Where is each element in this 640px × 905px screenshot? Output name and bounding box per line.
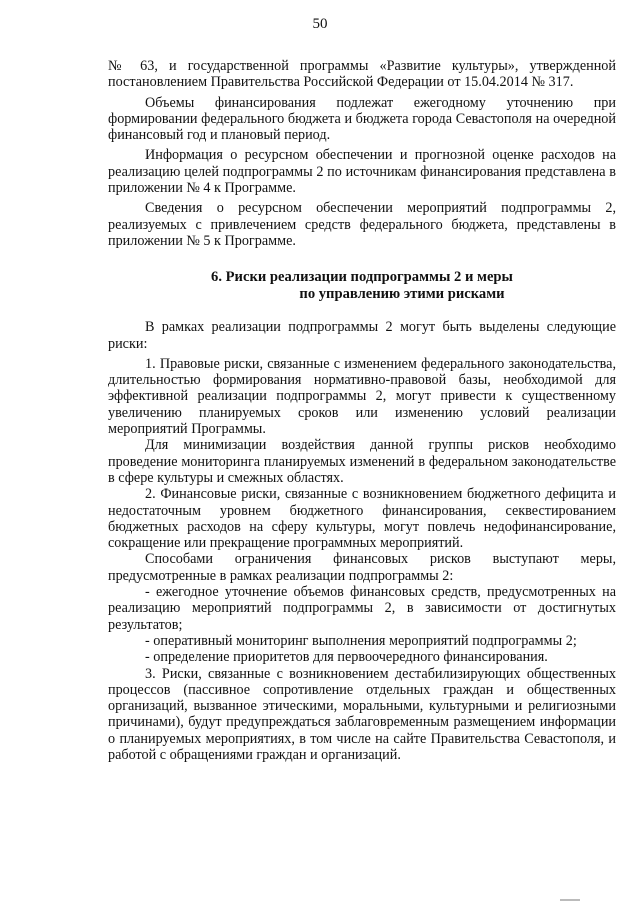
paragraph-legal-risks: 1. Правовые риски, связанные с изменением федерального законодательства, длительностью формирования нормативно-правовой базы, необходимой для эффективной реализации подпрограммы 2, могут привести к существенному увеличению планируемых сроков или изменению условий реализации мероприятий Программы. [108,355,616,438]
paragraph-financial-risks-measures: Способами ограничения финансовых рисков выступают меры, предусмотренные в рамках реализации подпрограммы 2: [108,551,616,584]
paragraph-risks-intro: В рамках реализации подпрограммы 2 могут быть выделены следующие риски: [108,319,616,352]
section-heading [108,269,616,303]
section-heading-line-1: 6. Риски реализации подпрограммы 2 и меры [211,269,513,286]
scan-artifact [560,899,580,901]
paragraph-resource-info: Информация о ресурсном обеспечении и прогнозной оценке расходов на реализацию целей подпрограммы 2 по источникам финансирования представлена в приложении № 4 к Программе. [108,147,616,197]
paragraph-financing-volumes: Объемы финансирования подлежат ежегодному уточнению при формировании федерального бюджета и бюджета города Севастополя на очередной финансовый год и плановый период. [108,94,616,144]
list-item-annual-adjustment: - ежегодное уточнение объемов финансовых средств, предусмотренных на реализацию мероприятий подпрограммы 2, в зависимости от достигнутых результатов; [108,584,616,633]
list-item-priorities: - определение приоритетов для первоочередного финансирования. [145,649,548,666]
paragraph-federal-resource-info: Сведения о ресурсном обеспечении мероприятий подпрограммы 2, реализуемых с привлечением средств федерального бюджета, представлены в приложении № 5 к Программе. [108,200,616,249]
paragraph-social-risks: 3. Риски, связанные с возникновением дестабилизирующих общественных процессов (пассивное сопротивление отдельных граждан и общественных организаций, вызванное этическими, моральными, культурными и религиозными причинами), будут предупреждаться заблаговременным размещением информации о планируемых мероприятиях, в том числе на сайте Правительства Севастополя, и работой с обращениями граждан и организаций. [108,665,616,763]
paragraph-financial-risks: 2. Финансовые риски, связанные с возникновением бюджетного дефицита и недостаточным уровнем бюджетного финансирования, секвестированием бюджетных расходов на сферу культуры, могут повлечь недофинансирование, сокращение или прекращение программных мероприятий. [108,486,616,552]
paragraph-legal-risks-mitigation: Для минимизации воздействия данной группы рисков необходимо проведение мониторинга планируемых изменений в федеральном законодательстве в сфере культуры и смежных областях. [108,437,616,486]
paragraph-continuation: № 63, и государственной программы «Развитие культуры», утвержденной постановлением Правительства Российской Федерации от 15.04.2014 № 317. [108,58,616,91]
list-item-monitoring: - оперативный мониторинг выполнения мероприятий подпрограммы 2; [145,632,577,649]
document-body [108,58,616,763]
page-number: 50 [312,16,328,32]
section-heading-line-2: по управлению этими рисками [299,286,505,303]
